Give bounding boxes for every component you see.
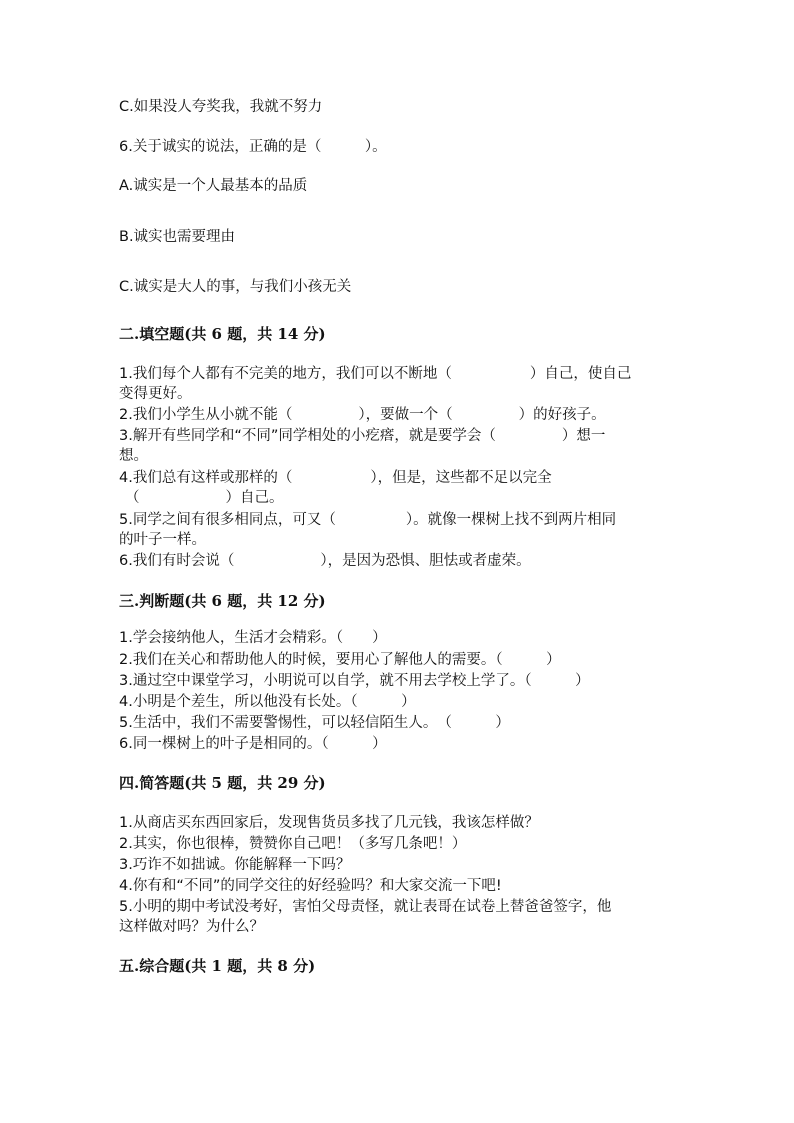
- fill-q5-line2: 的叶子一样。: [119, 532, 206, 548]
- fill-q4-text-c: （: [125, 490, 140, 506]
- fill-q1-text-b: ）自己，使自己: [529, 366, 632, 382]
- section-judge-heading: 三.判断题(共 6 题，共 12 分): [119, 592, 326, 610]
- fill-q5-text-b: ）。就像一棵树上找不到两片相同: [405, 512, 617, 528]
- judge-item-4: 4.小明是个差生，所以他没有长处。（ ）: [119, 694, 416, 710]
- judge-item-3: 3.通过空中课堂学习，小明说可以自学，就不用去学校上学了。（ ）: [119, 673, 590, 689]
- fill-q4-text-a: 4.我们总有这样或那样的（: [119, 470, 293, 486]
- judge-item-2: 2.我们在关心和帮助他人的时候，要用心了解他人的需要。（ ）: [119, 652, 561, 668]
- q5-option-c: C.如果没人夸奖我，我就不努力: [119, 99, 323, 115]
- fill-q3-text-a: 3.解开有些同学和“不同”同学相处的小疙瘩，就是要学会（: [119, 428, 496, 444]
- section-comp-heading: 五.综合题(共 1 题，共 8 分): [119, 957, 316, 975]
- fill-q2-text-c: ）的好孩子。: [518, 407, 606, 423]
- short-item-2: 2.其实，你也很棒，赞赞你自己吧！（多写几条吧！）: [119, 836, 467, 852]
- fill-q5-text-a: 5.同学之间有很多相同点，可又（: [119, 512, 336, 528]
- short-item-3: 3.巧诈不如拙诚。你能解释一下吗？: [119, 857, 351, 873]
- short-item-4: 4.你有和“不同”的同学交往的好经验吗？和大家交流一下吧!: [119, 878, 502, 894]
- fill-q3-line1: [119, 426, 605, 446]
- fill-q4-line2: [125, 488, 284, 508]
- short-item-5-line2: 这样做对吗？为什么？: [119, 919, 264, 935]
- fill-q2-text-b: ），要做一个（: [358, 407, 453, 423]
- fill-q1-line2: 变得更好。: [119, 386, 192, 402]
- q6-stem: 6.关于诚实的说法，正确的是（ ）。: [119, 139, 387, 155]
- short-item-5-line1: 5.小明的期中考试没考好，害怕父母责怪，就让表哥在试卷上替爸爸签字，他: [119, 899, 612, 915]
- fill-q2-text-a: 2.我们小学生从小就不能（: [119, 407, 293, 423]
- q6-option-c: C.诚实是大人的事，与我们小孩无关: [119, 279, 352, 295]
- judge-item-6: 6.同一棵树上的叶子是相同的。（ ）: [119, 736, 387, 752]
- judge-item-5: 5.生活中，我们不需要警惕性，可以轻信陌生人。 （ ）: [119, 715, 510, 731]
- q6-option-a: A.诚实是一个人最基本的品质: [119, 178, 308, 194]
- fill-q3-line2: 想。: [119, 448, 148, 464]
- fill-q2: [119, 405, 606, 425]
- fill-q4-text-d: ）自己。: [225, 490, 284, 506]
- fill-q4-line1: [119, 468, 552, 488]
- fill-q3-text-b: ）想一: [561, 428, 606, 444]
- section-fill-heading: 二.填空题(共 6 题，共 14 分): [119, 325, 326, 343]
- short-item-1: 1.从商店买东西回家后，发现售货员多找了几元钱，我该怎样做？: [119, 815, 539, 831]
- fill-q6: [119, 551, 531, 571]
- section-short-heading: 四.简答题(共 5 题，共 29 分): [119, 774, 326, 792]
- fill-q6-text-a: 6.我们有时会说（: [119, 553, 235, 569]
- fill-q1-line1: [119, 364, 631, 384]
- fill-q1-text-a: 1.我们每个人都有不完美的地方，我们可以不断地（: [119, 366, 452, 382]
- judge-item-1: 1.学会接纳他人，生活才会精彩。（ ）: [119, 630, 387, 646]
- fill-q6-text-b: ），是因为恐惧、胆怯或者虚荣。: [320, 553, 531, 569]
- fill-q4-text-b: ），但是，这些都不足以完全: [370, 470, 552, 486]
- fill-q5-line1: [119, 510, 616, 530]
- q6-option-b: B.诚实也需要理由: [119, 229, 236, 245]
